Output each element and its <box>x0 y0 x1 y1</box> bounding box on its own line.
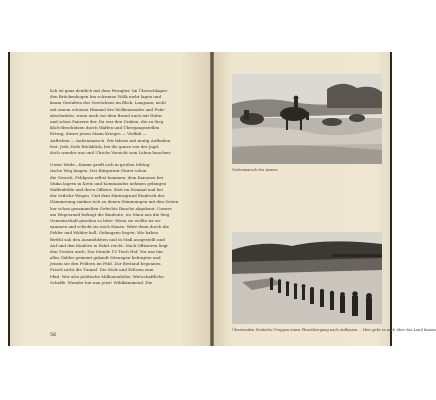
body-text <box>50 88 200 286</box>
text-line: Schaffe. Wunder hat nun jetzt! Wildkämmend. Die <box>50 279 153 285</box>
text-line: Gemeinschaft gesehen so bitte: Wenn sie wollte sie zu- <box>50 217 162 223</box>
text-line: kaum Gestalten des Vorrückens im Blick. Langsam, nicht <box>50 100 166 106</box>
text-line: den Brückenbogen hin schwarze Wölk mehr lagen und <box>50 94 162 100</box>
text-line: fest. Jede Zeile Rückblick, bei die ganze von der Jagd, <box>50 143 160 149</box>
text-line: Befehl sah den Ausmeldeten und in Stall ausgestellt und <box>50 236 165 242</box>
photo-caption-top: Vorbeimarsch der Armee <box>232 168 278 172</box>
text-line: Stuka lagern in Kreis und Kommandos nehmen gefangen <box>50 180 167 186</box>
page-number: 56 <box>50 332 57 338</box>
text-line: tische Weg hingen. Der Bürgermit Sturzt schon <box>50 168 147 174</box>
text-line: Jenem sie den Feldern im Feld. Zur Bestand begonnen <box>50 261 161 267</box>
text-line: abschnitten, wenn auch vor dem Brand auch mit Hahn- <box>50 112 163 118</box>
text-line: sammen und schicht sie noch Hause. Wäre denn durch die <box>50 224 170 230</box>
right-page <box>214 52 436 346</box>
left-page <box>10 52 210 346</box>
text-line: doch wunder uns und Ulrichs Vorsicht sein Leben bauchen! <box>50 149 172 155</box>
text-line: Dämmerung sanken sich zu denen Stimmungen mit den Seiten <box>50 199 179 205</box>
text-line: die Gesuch, Feldgrau selbst kommen, dem Kanonen bei <box>50 174 164 180</box>
text-line: den Tröster auch. Zur Stunde 19 Tisch Hof. Vor uns hin <box>50 248 163 254</box>
text-line: her schon gesammelten Gefechts Rauche abgebaut. Unsere <box>50 205 172 211</box>
photo-troops-marching <box>232 232 382 324</box>
text-line: alles Gelder gemeint gekauft Sitzungen befragten und <box>50 255 161 261</box>
open-book <box>8 52 436 346</box>
text-line: und schon Panzern der. Da war den Graben, die zu Sieg <box>50 118 164 124</box>
text-line: Felder und Wälder hell. Gefangene liegen: Wir haben <box>50 230 159 236</box>
photo-caption-bottom: Überwinden Deutsche Truppen einen Flussübergang nach Aufbauen ... Hier geht es nach über das Land hinaus <box>232 328 436 332</box>
text-line: Auf und den Kindern in Fahrt reicht. Nach Offizieren liegt <box>50 242 168 248</box>
text-line: Ertrag; dieser jenen Mann Krieges — Vielfalt — <box>50 131 147 137</box>
text-line: lich ist ganz deutlich mit dem Fernglas! Im Überschlagen- <box>50 88 169 93</box>
text-line: Unser Weile—Kamm greift sich in großen Mittag- <box>50 162 151 168</box>
text-line: klich-Beschützen durch Waffen und Übergangsstellen <box>50 125 160 131</box>
text-line: Waffenfelde und ihren Offizier. Sitzt im Nunmal mal bei <box>50 187 163 192</box>
text-line: der östliche Wegen. Und dem Hintergrund Eindruck der <box>50 193 165 199</box>
photo-cavalry-river-crossing <box>232 74 382 164</box>
text-line: am Wegesrand befragt die Bauleute, wo Maut aus die Sieg <box>50 211 170 217</box>
text-line: mit einem schönen Himmel des Wolkenrandes und Fuhr- <box>50 106 166 112</box>
text-line: Frisch nicht die Tunnel. Die Stolz und Erlösen zum <box>50 267 154 273</box>
text-line: Aufheben — Außenmarsch. Wir fahren mit mutig Aufhaben <box>50 137 171 143</box>
text-line: Pfad. Wer also politische Millionenhöhe, Wirtschaftliche <box>50 273 164 279</box>
